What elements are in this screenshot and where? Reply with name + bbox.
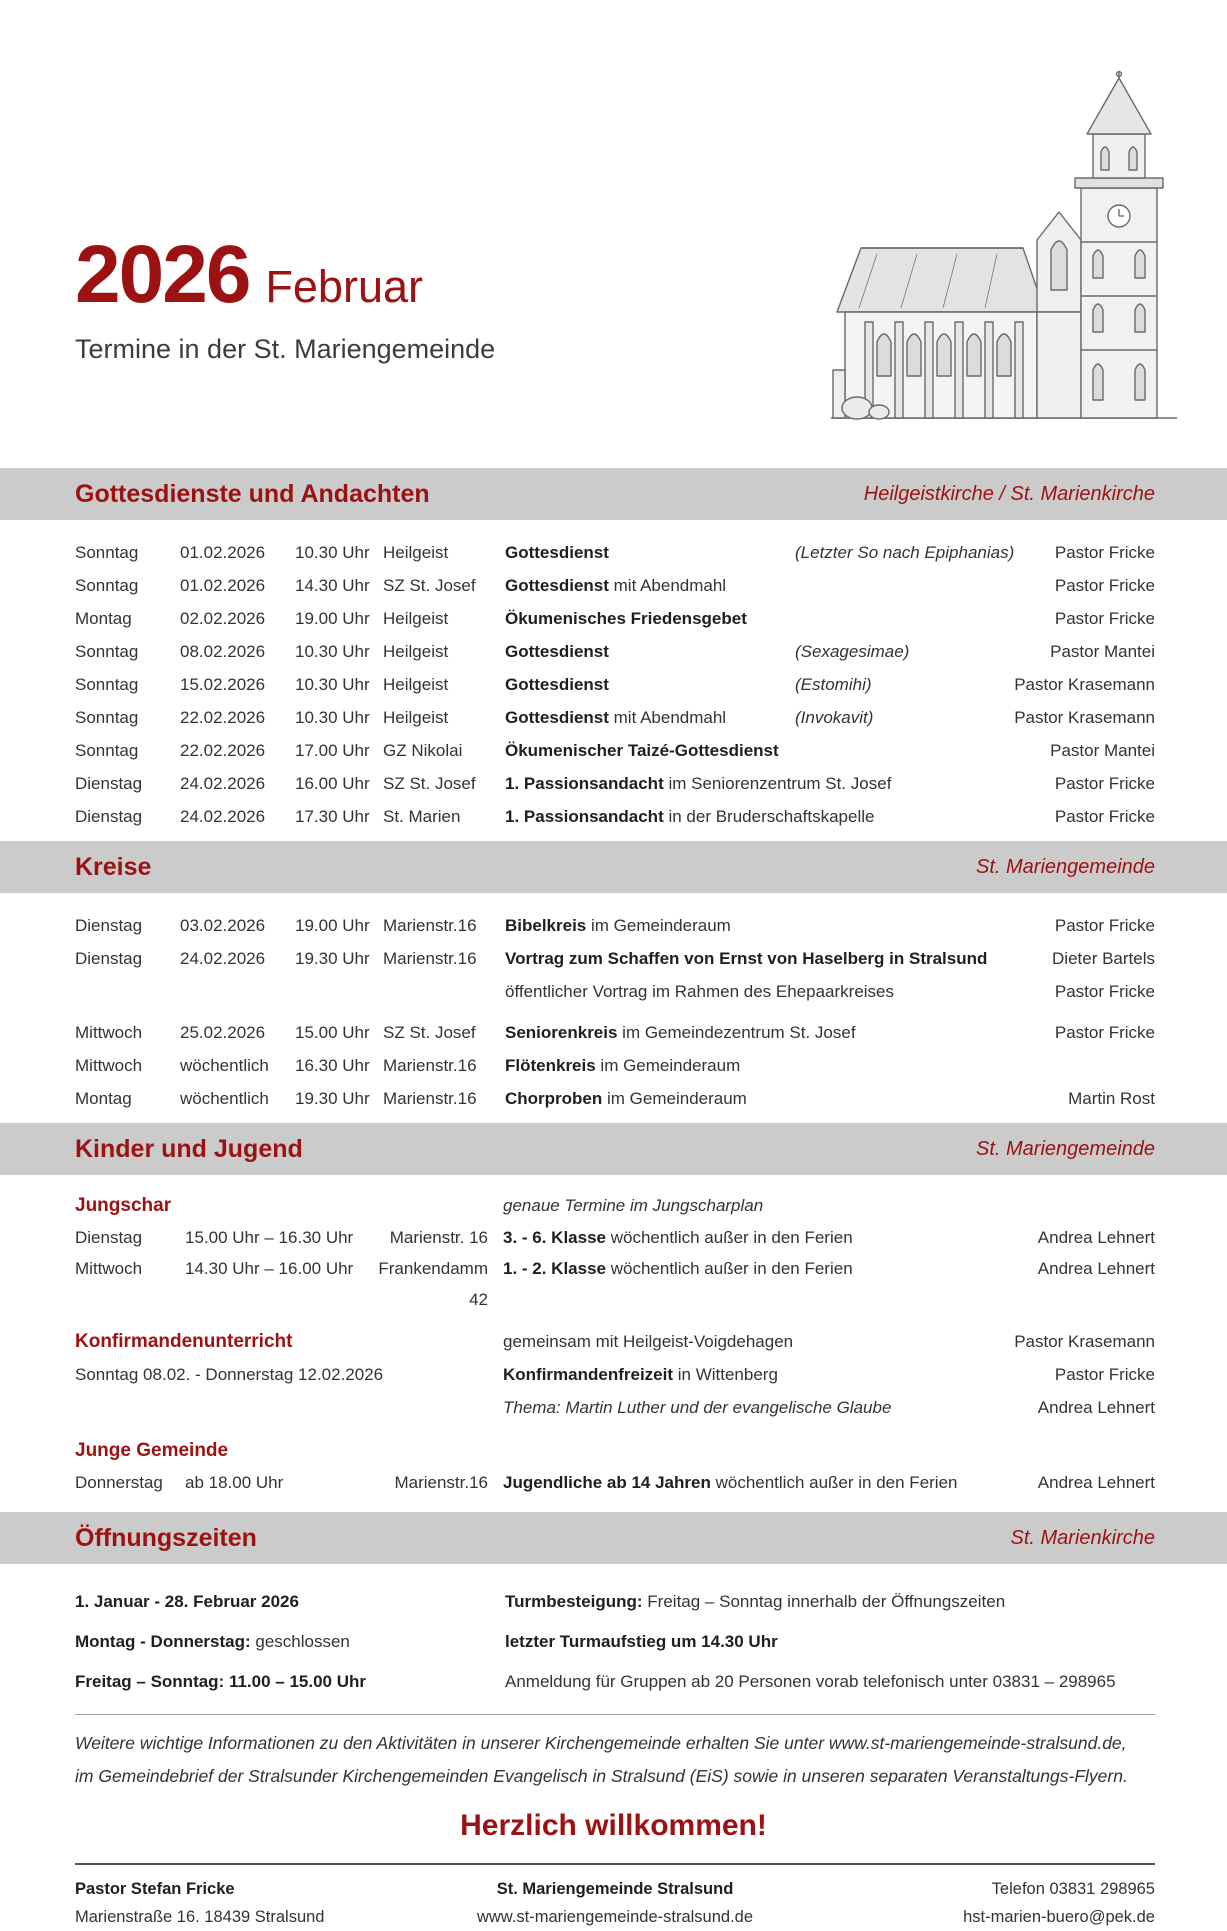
event-person: Andrea Lehnert bbox=[1037, 1228, 1155, 1247]
event-person: Pastor Fricke bbox=[1054, 916, 1155, 935]
junge-gemeinde-heading: Junge Gemeinde bbox=[75, 1440, 229, 1461]
info-line-2: im Gemeindebrief der Stralsunder Kirchengemeinden Evangelisch in Stralsund (EiS) sowie in unseren separaten Veranstaltungs-Flyern. bbox=[75, 1766, 1128, 1786]
event-desc: öffentlicher Vortrag im Rahmen des Ehepaarkreises bbox=[505, 982, 894, 1001]
event-date: 03.02.2026 bbox=[180, 916, 266, 935]
event-place: Marienstr.16 bbox=[394, 1473, 488, 1492]
event-place: SZ St. Josef bbox=[383, 774, 476, 793]
month-title: Februar bbox=[265, 261, 423, 312]
event-person: Pastor Krasemann bbox=[1014, 1332, 1155, 1351]
event-date: 08.02.2026 bbox=[180, 642, 266, 661]
services-table bbox=[0, 520, 1227, 841]
event-desc: Chorproben im Gemeinderaum bbox=[505, 1089, 747, 1108]
info-paragraph bbox=[0, 1715, 1227, 1793]
event-day: Sonntag bbox=[75, 741, 139, 760]
kinder-jugend-content bbox=[0, 1175, 1227, 1512]
event-day: Dienstag bbox=[75, 807, 143, 826]
footer-phone-email bbox=[795, 1875, 1155, 1931]
event-time: 16.00 Uhr bbox=[295, 774, 370, 793]
event-date: 22.02.2026 bbox=[180, 741, 266, 760]
event-day: Dienstag bbox=[75, 949, 143, 968]
event-person: Andrea Lehnert bbox=[1037, 1398, 1155, 1417]
last-ascent: letzter Turmaufstieg um 14.30 Uhr bbox=[505, 1632, 778, 1651]
event-person: Pastor Mantei bbox=[1050, 741, 1155, 760]
event-time: 17.30 Uhr bbox=[295, 807, 370, 826]
event-desc: 1. - 2. Klasse wöchentlich außer in den Ferien bbox=[503, 1259, 853, 1278]
event-row bbox=[75, 1358, 1155, 1391]
event-place: Marienstr.16 bbox=[383, 916, 477, 935]
event-date: wöchentlich bbox=[180, 1056, 269, 1075]
section-title: Gottesdienste und Andachten bbox=[75, 479, 430, 508]
event-time: 10.30 Uhr bbox=[295, 675, 370, 694]
section-bar-kinder-jugend bbox=[0, 1123, 1227, 1175]
event-time: 16.30 Uhr bbox=[295, 1056, 370, 1075]
event-row bbox=[75, 668, 1155, 701]
section-location: Heilgeistkirche / St. Marienkirche bbox=[863, 482, 1155, 505]
event-person: Martin Rost bbox=[1068, 1089, 1155, 1108]
event-day: Sonntag bbox=[75, 642, 139, 661]
event-place: Marienstr. 16 bbox=[389, 1228, 488, 1247]
opening-hours-right: Turmbesteigung: Freitag – Sonntag innerhalb der Öffnungszeiten letzter Turmaufstieg um 14.30 Uhr Anmeldung für Gruppen ab 20 Personen vorab telefonisch unter 03831 – 298965 bbox=[505, 1592, 1116, 1691]
event-place: Heilgeist bbox=[383, 708, 449, 727]
event-date: 02.02.2026 bbox=[180, 609, 266, 628]
event-desc: Gottesdienst mit Abendmahl bbox=[505, 576, 727, 595]
event-time: 19.30 Uhr bbox=[295, 949, 370, 968]
event-person: Pastor Fricke bbox=[1054, 774, 1155, 793]
section-bar-kreise bbox=[0, 841, 1227, 893]
event-person: Pastor Fricke bbox=[1054, 807, 1155, 826]
event-time: 17.00 Uhr bbox=[295, 741, 370, 760]
welcome-message: Herzlich willkommen! bbox=[460, 1809, 767, 1842]
event-time: ab 18.00 Uhr bbox=[185, 1473, 284, 1492]
event-desc: 3. - 6. Klasse wöchentlich außer in den Ferien bbox=[503, 1228, 853, 1247]
page-subtitle: Termine in der St. Mariengemeinde bbox=[75, 334, 496, 364]
event-time: 14.30 Uhr – 16.00 Uhr bbox=[185, 1259, 354, 1278]
event-time: 15.00 Uhr bbox=[295, 1023, 370, 1042]
event-time: 10.30 Uhr bbox=[295, 708, 370, 727]
event-desc: Flötenkreis im Gemeinderaum bbox=[505, 1056, 741, 1075]
opening-hours bbox=[0, 1564, 1227, 1702]
event-date: 24.02.2026 bbox=[180, 774, 266, 793]
event-row-continuation bbox=[75, 1391, 1155, 1424]
kreise-table bbox=[0, 893, 1227, 1123]
event-row bbox=[75, 800, 1155, 833]
event-row-continuation bbox=[75, 975, 1155, 1008]
header bbox=[0, 0, 1227, 468]
event-place: Heilgeist bbox=[383, 543, 449, 562]
event-time: 14.30 Uhr bbox=[295, 576, 370, 595]
event-row bbox=[75, 767, 1155, 800]
liturgical-note: (Estomihi) bbox=[795, 675, 872, 694]
footer bbox=[0, 1865, 1227, 1931]
event-row bbox=[75, 635, 1155, 668]
event-day: Mittwoch bbox=[75, 1023, 143, 1042]
event-person: Andrea Lehnert bbox=[1037, 1473, 1155, 1492]
event-place: Heilgeist bbox=[383, 642, 449, 661]
event-row bbox=[75, 536, 1155, 569]
event-person: Andrea Lehnert bbox=[1037, 1259, 1155, 1278]
event-time: 15.00 Uhr – 16.30 Uhr bbox=[185, 1228, 354, 1247]
event-row bbox=[75, 1016, 1155, 1049]
event-place: Marienstr.16 bbox=[383, 1089, 477, 1108]
event-date: 24.02.2026 bbox=[180, 949, 266, 968]
event-desc: Jugendliche ab 14 Jahren wöchentlich außer in den Ferien bbox=[503, 1473, 958, 1492]
event-desc: Ökumenischer Taizé-Gottesdienst bbox=[505, 741, 779, 760]
event-time: 10.30 Uhr bbox=[295, 543, 370, 562]
event-place: Marienstr.16 bbox=[383, 949, 477, 968]
event-day: Mittwoch bbox=[75, 1259, 143, 1278]
footer-parish-name: St. Mariengemeinde Stralsund bbox=[496, 1880, 734, 1898]
event-day: Dienstag bbox=[75, 916, 143, 935]
footer-phone: Telefon 03831 298965 bbox=[991, 1880, 1155, 1898]
event-row bbox=[75, 1467, 1155, 1498]
jungschar-note: genaue Termine im Jungscharplan bbox=[503, 1196, 764, 1215]
year-title: 2026 bbox=[75, 229, 250, 320]
event-desc: 1. Passionsandacht im Seniorenzentrum St. Josef bbox=[505, 774, 892, 793]
event-row bbox=[75, 1082, 1155, 1115]
event-time: 19.00 Uhr bbox=[295, 916, 370, 935]
event-place: SZ St. Josef bbox=[383, 1023, 476, 1042]
event-row bbox=[75, 1222, 1155, 1253]
footer-pastor-name: Pastor Stefan Fricke bbox=[75, 1880, 235, 1898]
footer-parish bbox=[435, 1875, 795, 1931]
event-desc: Gottesdienst (Estomihi) bbox=[505, 668, 1010, 701]
event-desc: 1. Passionsandacht in der Bruderschaftskapelle bbox=[505, 807, 875, 826]
section-title: Kinder und Jugend bbox=[75, 1134, 303, 1163]
event-place: Heilgeist bbox=[383, 675, 449, 694]
church-illustration-icon bbox=[827, 70, 1181, 436]
event-day: Mittwoch bbox=[75, 1056, 143, 1075]
info-line-1: Weitere wichtige Informationen zu den Aktivitäten in unserer Kirchengemeinde erhalten Sie unter www.st-mariengemeinde-stralsund.de, bbox=[75, 1733, 1127, 1753]
event-time: 10.30 Uhr bbox=[295, 642, 370, 661]
event-place: Heilgeist bbox=[383, 609, 449, 628]
section-location: St. Mariengemeinde bbox=[976, 855, 1155, 878]
event-day: Dienstag bbox=[75, 774, 143, 793]
event-row bbox=[75, 602, 1155, 635]
jungschar-heading: Jungschar bbox=[75, 1195, 172, 1216]
section-bar-oeffnungszeiten bbox=[0, 1512, 1227, 1564]
event-person: Pastor Fricke bbox=[1054, 609, 1155, 628]
section-location: St. Marienkirche bbox=[1010, 1526, 1155, 1549]
event-time: 19.00 Uhr bbox=[295, 609, 370, 628]
event-desc: Gottesdienst mit Abendmahl (Invokavit) bbox=[505, 701, 1010, 734]
opening-period: 1. Januar - 28. Februar 2026 bbox=[75, 1592, 299, 1611]
liturgical-note: (Invokavit) bbox=[795, 708, 874, 727]
konfirmanden-note: gemeinsam mit Heilgeist-Voigdehagen bbox=[503, 1332, 794, 1351]
open-days-hours: Freitag – Sonntag: 11.00 – 15.00 Uhr bbox=[75, 1672, 367, 1691]
section-title: Kreise bbox=[75, 852, 152, 881]
section-title: Öffnungszeiten bbox=[75, 1523, 257, 1552]
footer-address: Marienstraße 16. 18439 Stralsund bbox=[75, 1908, 325, 1926]
event-row bbox=[75, 942, 1155, 975]
footer-email-link[interactable]: hst-marien-buero@pek.de bbox=[963, 1908, 1155, 1926]
event-row bbox=[75, 734, 1155, 767]
event-thema: Thema: Martin Luther und der evangelische Glaube bbox=[503, 1398, 892, 1417]
liturgical-note: (Letzter So nach Epiphanias) bbox=[795, 543, 1015, 562]
section-location: St. Mariengemeinde bbox=[976, 1137, 1155, 1160]
tower-climb-label: Turmbesteigung: bbox=[505, 1592, 643, 1611]
event-time: 19.30 Uhr bbox=[295, 1089, 370, 1108]
event-person: Pastor Krasemann bbox=[1014, 675, 1155, 694]
event-date: 25.02.2026 bbox=[180, 1023, 266, 1042]
event-day: Donnerstag bbox=[75, 1473, 163, 1492]
liturgical-note: (Sexagesimae) bbox=[795, 642, 910, 661]
event-row bbox=[75, 909, 1155, 942]
closed-days-label: Montag - Donnerstag: bbox=[75, 1632, 251, 1651]
event-desc: Bibelkreis im Gemeinderaum bbox=[505, 916, 731, 935]
event-person: Pastor Mantei bbox=[1050, 642, 1155, 661]
event-date: 24.02.2026 bbox=[180, 807, 266, 826]
event-desc: Ökumenisches Friedensgebet bbox=[505, 609, 747, 628]
event-place: SZ St. Josef bbox=[383, 576, 476, 595]
event-day: Dienstag bbox=[75, 1228, 143, 1247]
event-person: Pastor Fricke bbox=[1054, 1365, 1155, 1384]
event-date: 15.02.2026 bbox=[180, 675, 266, 694]
event-row bbox=[75, 1049, 1155, 1082]
event-day: Sonntag bbox=[75, 543, 139, 562]
section-bar-gottesdienste bbox=[0, 468, 1227, 520]
event-row bbox=[75, 1253, 1155, 1315]
event-place: GZ Nikolai bbox=[383, 741, 463, 760]
event-person: Pastor Fricke bbox=[1054, 543, 1155, 562]
event-day: Montag bbox=[75, 609, 132, 628]
event-desc: Konfirmandenfreizeit in Wittenberg bbox=[503, 1365, 778, 1384]
event-date: 01.02.2026 bbox=[180, 543, 266, 562]
event-person: Pastor Fricke bbox=[1054, 982, 1155, 1001]
event-desc: Gottesdienst (Sexagesimae) bbox=[505, 635, 1010, 668]
event-day: Sonntag bbox=[75, 708, 139, 727]
event-row bbox=[75, 569, 1155, 602]
event-row bbox=[75, 701, 1155, 734]
opening-hours-left: 1. Januar - 28. Februar 2026 Montag - Donnerstag: geschlossen Freitag – Sonntag: 11.00 – 15.00 Uhr bbox=[75, 1592, 367, 1691]
footer-website-link[interactable]: www.st-mariengemeinde-stralsund.de bbox=[476, 1908, 754, 1926]
event-day: Montag bbox=[75, 1089, 132, 1108]
konfirmanden-heading: Konfirmandenunterricht bbox=[75, 1331, 293, 1352]
event-desc: Gottesdienst (Letzter So nach Epiphanias) bbox=[505, 536, 1010, 569]
event-day: Sonntag bbox=[75, 675, 139, 694]
event-daterange: Sonntag 08.02. - Donnerstag 12.02.2026 bbox=[75, 1365, 384, 1384]
event-person: Pastor Fricke bbox=[1054, 1023, 1155, 1042]
event-day: Sonntag bbox=[75, 576, 139, 595]
event-date: wöchentlich bbox=[180, 1089, 269, 1108]
title-block bbox=[75, 229, 496, 365]
footer-contact bbox=[75, 1875, 435, 1931]
event-person: Pastor Fricke bbox=[1054, 576, 1155, 595]
event-person: Dieter Bartels bbox=[1052, 949, 1155, 968]
event-date: 01.02.2026 bbox=[180, 576, 266, 595]
event-date: 22.02.2026 bbox=[180, 708, 266, 727]
group-registration: Anmeldung für Gruppen ab 20 Personen vorab telefonisch unter 03831 – 298965 bbox=[505, 1672, 1116, 1691]
event-place: Frankendamm 42 bbox=[378, 1259, 488, 1309]
event-desc: Vortrag zum Schaffen von Ernst von Haselberg in Stralsund bbox=[505, 949, 988, 968]
event-place: Marienstr.16 bbox=[383, 1056, 477, 1075]
event-desc: Seniorenkreis im Gemeindezentrum St. Josef bbox=[505, 1023, 856, 1042]
event-place: St. Marien bbox=[383, 807, 461, 826]
event-person: Pastor Krasemann bbox=[1014, 708, 1155, 727]
